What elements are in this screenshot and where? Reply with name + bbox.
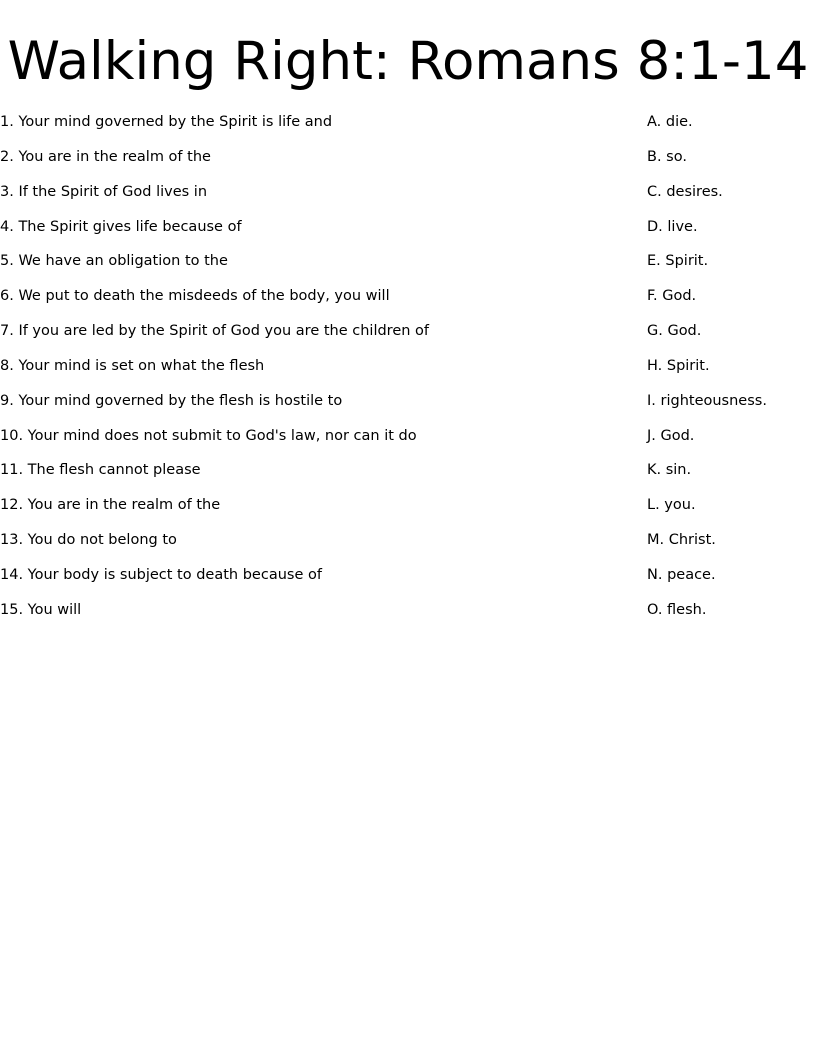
list-item xyxy=(0,213,816,248)
clue-text: 6. We put to death the misdeeds of the body, you will xyxy=(0,288,390,305)
list-item xyxy=(0,561,816,596)
clue-text: 8. Your mind is set on what the flesh xyxy=(0,357,265,374)
answer-option: B. so. xyxy=(647,148,687,165)
clue-text: 9. Your mind governed by the flesh is hostile to xyxy=(0,392,343,409)
list-item xyxy=(0,178,816,213)
clue-text: 1. Your mind governed by the Spirit is life and xyxy=(0,114,333,130)
answer-option: G. God. xyxy=(647,323,702,340)
clue-text: 10. Your mind does not submit to God's law, nor can it do xyxy=(0,427,417,444)
clue-text: 12. You are in the realm of the xyxy=(0,497,221,514)
list-item xyxy=(0,352,816,387)
answer-option: L. you. xyxy=(647,497,696,514)
answer-option: K. sin. xyxy=(647,462,692,479)
answer-option: F. God. xyxy=(647,288,697,305)
list-item xyxy=(0,317,816,352)
answer-option: C. desires. xyxy=(647,183,723,200)
list-item xyxy=(0,387,816,422)
list-item xyxy=(0,526,816,561)
clue-text: 11. The flesh cannot please xyxy=(0,462,201,479)
answer-option: H. Spirit. xyxy=(647,357,710,374)
list-item xyxy=(0,596,816,631)
answer-option: A. die. xyxy=(647,114,693,130)
clue-text: 14. Your body is subject to death because of xyxy=(0,566,322,583)
answer-option: J. God. xyxy=(647,427,695,444)
clue-text: 3. If the Spirit of God lives in xyxy=(0,183,208,200)
answer-option: O. flesh. xyxy=(647,601,707,618)
answer-option: D. live. xyxy=(647,218,698,235)
list-item xyxy=(0,247,816,282)
answer-option: E. Spirit. xyxy=(647,253,709,270)
list-item xyxy=(0,456,816,491)
page-title: Walking Right: Romans 8:1-14 xyxy=(7,31,809,92)
matching-worksheet xyxy=(0,108,816,631)
answer-option: M. Christ. xyxy=(647,532,716,549)
answer-option: N. peace. xyxy=(647,566,716,583)
list-item xyxy=(0,422,816,457)
clue-text: 7. If you are led by the Spirit of God you are the children of xyxy=(0,323,430,340)
list-item xyxy=(0,491,816,526)
clue-text: 5. We have an obligation to the xyxy=(0,253,228,270)
list-item xyxy=(0,143,816,178)
answer-option: I. righteousness. xyxy=(647,392,767,409)
clue-text: 15. You will xyxy=(0,601,82,618)
clue-text: 13. You do not belong to xyxy=(0,532,177,549)
list-item xyxy=(0,108,816,143)
list-item xyxy=(0,282,816,317)
clue-text: 4. The Spirit gives life because of xyxy=(0,218,242,235)
clue-text: 2. You are in the realm of the xyxy=(0,148,211,165)
